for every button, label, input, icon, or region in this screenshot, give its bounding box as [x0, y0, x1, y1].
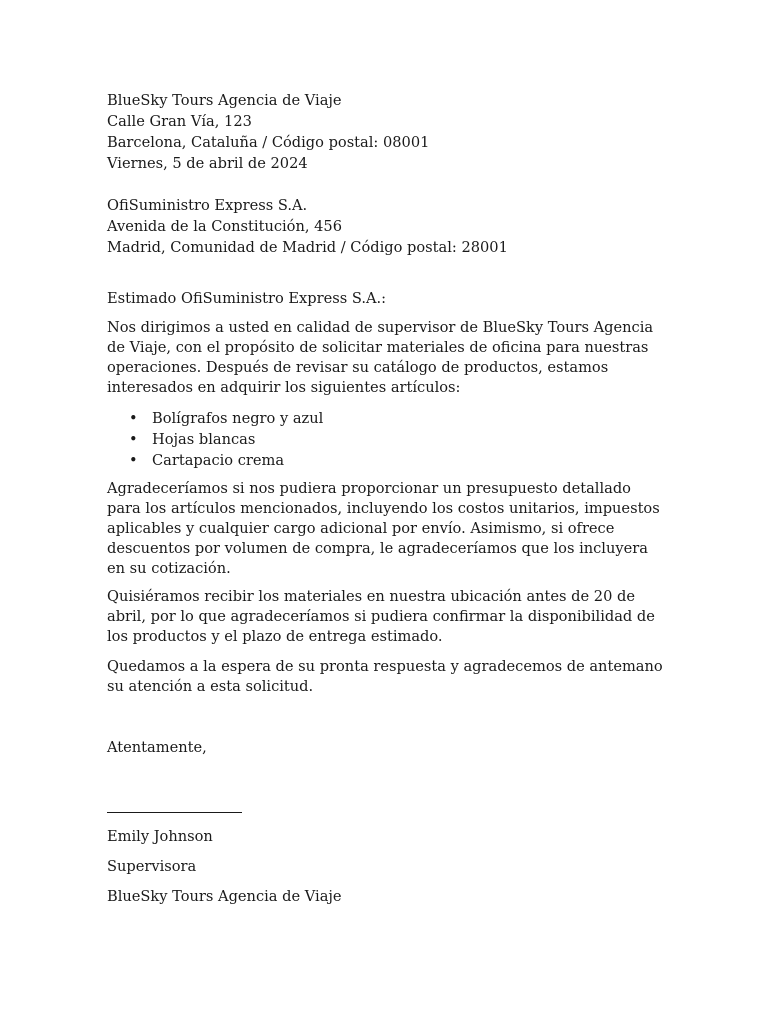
- recipient-address: [107, 195, 667, 258]
- signer-title: Supervisora: [107, 858, 197, 875]
- items-list-block: [107, 408, 667, 471]
- sender-street: Calle Gran Vía, 123: [107, 113, 252, 130]
- recipient-company: OfiSuministro Express S.A.: [107, 197, 308, 214]
- signer-company: BlueSky Tours Agencia de Viaje: [107, 888, 342, 905]
- paragraph-line: Quisiéramos recibir los materiales en nuestra ubicación antes de 20 de: [107, 588, 635, 605]
- paragraph-line: de Viaje, con el propósito de solicitar materiales de oficina para nuestras: [107, 339, 649, 356]
- signature-line: [107, 812, 242, 813]
- paragraph-line: aplicables y cualquier cargo adicional por envío. Asimismo, si ofrece: [107, 520, 615, 537]
- closing: Atentamente,: [107, 739, 207, 756]
- list-item: [107, 450, 667, 471]
- paragraph-request: [107, 318, 667, 398]
- signer-name: Emily Johnson: [107, 828, 213, 845]
- paragraph-line: en su cotización.: [107, 560, 231, 577]
- signer-company-block: [107, 886, 667, 907]
- paragraph-line: abril, por lo que agradeceríamos si pudiera confirmar la disponibilidad de: [107, 608, 655, 625]
- paragraph-line: operaciones. Después de revisar su catálogo de productos, estamos: [107, 359, 609, 376]
- salutation-block: [107, 288, 667, 309]
- signer-name-block: [107, 826, 667, 847]
- paragraph-line: interesados en adquirir los siguientes artículos:: [107, 379, 461, 396]
- paragraph-quote: [107, 479, 667, 579]
- bullet-icon: •: [129, 431, 138, 448]
- item-label: Hojas blancas: [152, 431, 256, 448]
- paragraph-line: Quedamos a la espera de su pronta respuesta y agradecemos de antemano: [107, 658, 663, 675]
- recipient-city-postal: Madrid, Comunidad de Madrid / Código postal: 28001: [107, 239, 508, 256]
- list-item: [107, 408, 667, 429]
- letter-date: Viernes, 5 de abril de 2024: [107, 155, 308, 172]
- bullet-icon: •: [129, 452, 138, 469]
- list-item: [107, 429, 667, 450]
- item-label: Cartapacio crema: [152, 452, 285, 469]
- paragraph-closing-remarks: [107, 657, 667, 697]
- closing-block: [107, 737, 667, 758]
- paragraph-line: Nos dirigimos a usted en calidad de supervisor de BlueSky Tours Agencia: [107, 319, 654, 336]
- recipient-street: Avenida de la Constitución, 456: [107, 218, 342, 235]
- paragraph-line: para los artículos mencionados, incluyendo los costos unitarios, impuestos: [107, 500, 660, 517]
- sender-city-postal: Barcelona, Cataluña / Código postal: 08001: [107, 134, 430, 151]
- paragraph-line: su atención a esta solicitud.: [107, 678, 314, 695]
- signer-title-block: [107, 856, 667, 877]
- items-list: [107, 408, 667, 471]
- sender-company: BlueSky Tours Agencia de Viaje: [107, 92, 342, 109]
- bullet-icon: •: [129, 410, 138, 427]
- paragraph-line: descuentos por volumen de compra, le agradeceríamos que los incluyera: [107, 540, 648, 557]
- sender-address: [107, 90, 667, 174]
- item-label: Bolígrafos negro y azul: [152, 410, 324, 427]
- paragraph-delivery: [107, 587, 667, 647]
- paragraph-line: Agradeceríamos si nos pudiera proporcionar un presupuesto detallado: [107, 480, 631, 497]
- paragraph-line: los productos y el plazo de entrega estimado.: [107, 628, 443, 645]
- salutation: Estimado OfiSuministro Express S.A.:: [107, 290, 387, 307]
